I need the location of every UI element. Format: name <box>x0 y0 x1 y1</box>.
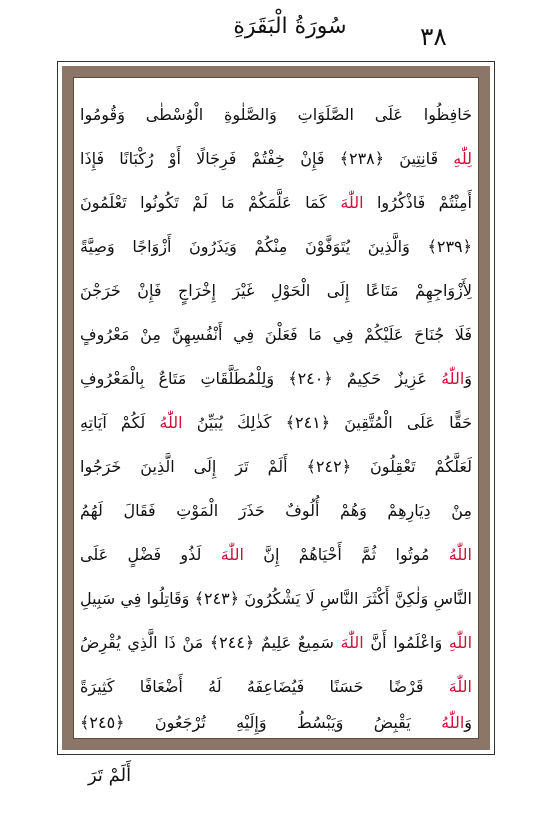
text-line-15: وَاللّٰهُ يَقْبِضُ وَيَبْسُطُ وَإِلَيْهِ تُرْجَعُونَ ﴿٢٤٥﴾ <box>80 713 472 732</box>
divine-name: لِلّٰهِ <box>453 149 472 168</box>
text-line-7: وَاللّٰهُ عَزِيزٌ حَكِيمٌ ﴿٢٤٠﴾ وَلِلْمُطَلَّقَاتِ مَتَاعٌ بِالْمَعْرُوفِ <box>80 369 472 388</box>
text-line-6: فَلَا جُنَاحَ عَلَيْكُمْ فِي مَا فَعَلْنَ فِي أَنْفُسِهِنَّ مِنْ مَعْرُوفٍ <box>80 325 472 344</box>
divine-name: اللّٰهَ <box>448 677 472 696</box>
page-number: ٣٨ <box>420 22 447 51</box>
text-line-1: حَافِظُوا عَلَى الصَّلَوَاتِ وَالصَّلٰوةِ الْوُسْطٰى وَقُومُوا <box>80 105 472 124</box>
text-line-13: اللّٰهِ وَاعْلَمُوا أَنَّ اللّٰهَ سَمِيعٌ عَلِيمٌ ﴿٢٤٤﴾ مَنْ ذَا الَّذِي يُقْرِضُ <box>80 633 472 652</box>
divine-name: اللّٰهِ <box>448 633 472 652</box>
catchword: أَلَمْ تَرَ <box>88 765 132 786</box>
divine-name: اللّٰهَ <box>220 545 244 564</box>
text-line-3: أَمِنْتُمْ فَاذْكُرُوا اللّٰهَ كَمَا عَلَّمَكُمْ مَا لَمْ تَكُونُوا تَعْلَمُونَ <box>80 193 472 212</box>
divine-name: اللّٰهُ <box>159 413 183 432</box>
divine-name: اللّٰهُ <box>448 545 472 564</box>
divine-name: اللّٰهَ <box>340 193 364 212</box>
text-line-5: لِأَزْوَاجِهِمْ مَتَاعًا إِلَى الْحَوْلِ غَيْرَ إِخْرَاجٍ فَإِنْ خَرَجْنَ <box>80 281 472 300</box>
surah-title: سُورَةُ الْبَقَرَةِ <box>233 14 347 39</box>
text-line-4: ﴿٢٣٩﴾ وَالَّذِينَ يُتَوَفَّوْنَ مِنْكُمْ وَيَذَرُونَ أَزْوَاجًا وَصِيَّةً <box>80 237 472 256</box>
divine-name: اللّٰهُ <box>441 713 465 732</box>
divine-name: اللّٰهَ <box>340 633 364 652</box>
verse-text-block <box>80 95 472 735</box>
text-line-2: لِلّٰهِ قَانِتِينَ ﴿٢٣٨﴾ فَإِنْ خِفْتُمْ فَرِجَالًا أَوْ رُكْبَانًا فَإِذَا <box>80 149 472 168</box>
text-line-10: مِنْ دِيَارِهِمْ وَهُمْ أُلُوفٌ حَذَرَ الْمَوْتِ فَقَالَ لَهُمُ <box>80 501 472 520</box>
text-line-14: اللّٰهَ قَرْضًا حَسَنًا فَيُضَاعِفَهُ لَهُ أَضْعَافًا كَثِيرَةً <box>80 677 472 696</box>
text-line-11: اللّٰهُ مُوتُوا ثُمَّ أَحْيَاهُمْ إِنَّ اللّٰهَ لَذُو فَضْلٍ عَلَى <box>80 545 472 564</box>
text-line-8: حَقًّا عَلَى الْمُتَّقِينَ ﴿٢٤١﴾ كَذٰلِكَ يُبَيِّنُ اللّٰهُ لَكُمْ آيَاتِهِ <box>80 413 472 432</box>
divine-name: اللّٰهُ <box>441 369 465 388</box>
text-line-12: النَّاسِ وَلٰكِنَّ أَكْثَرَ النَّاسِ لَا يَشْكُرُونَ ﴿٢٤٣﴾ وَقَاتِلُوا فِي سَبِيلِ <box>80 589 472 608</box>
page-header <box>0 0 550 60</box>
text-line-9: لَعَلَّكُمْ تَعْقِلُونَ ﴿٢٤٢﴾ أَلَمْ تَرَ إِلَى الَّذِينَ خَرَجُوا <box>80 457 472 476</box>
